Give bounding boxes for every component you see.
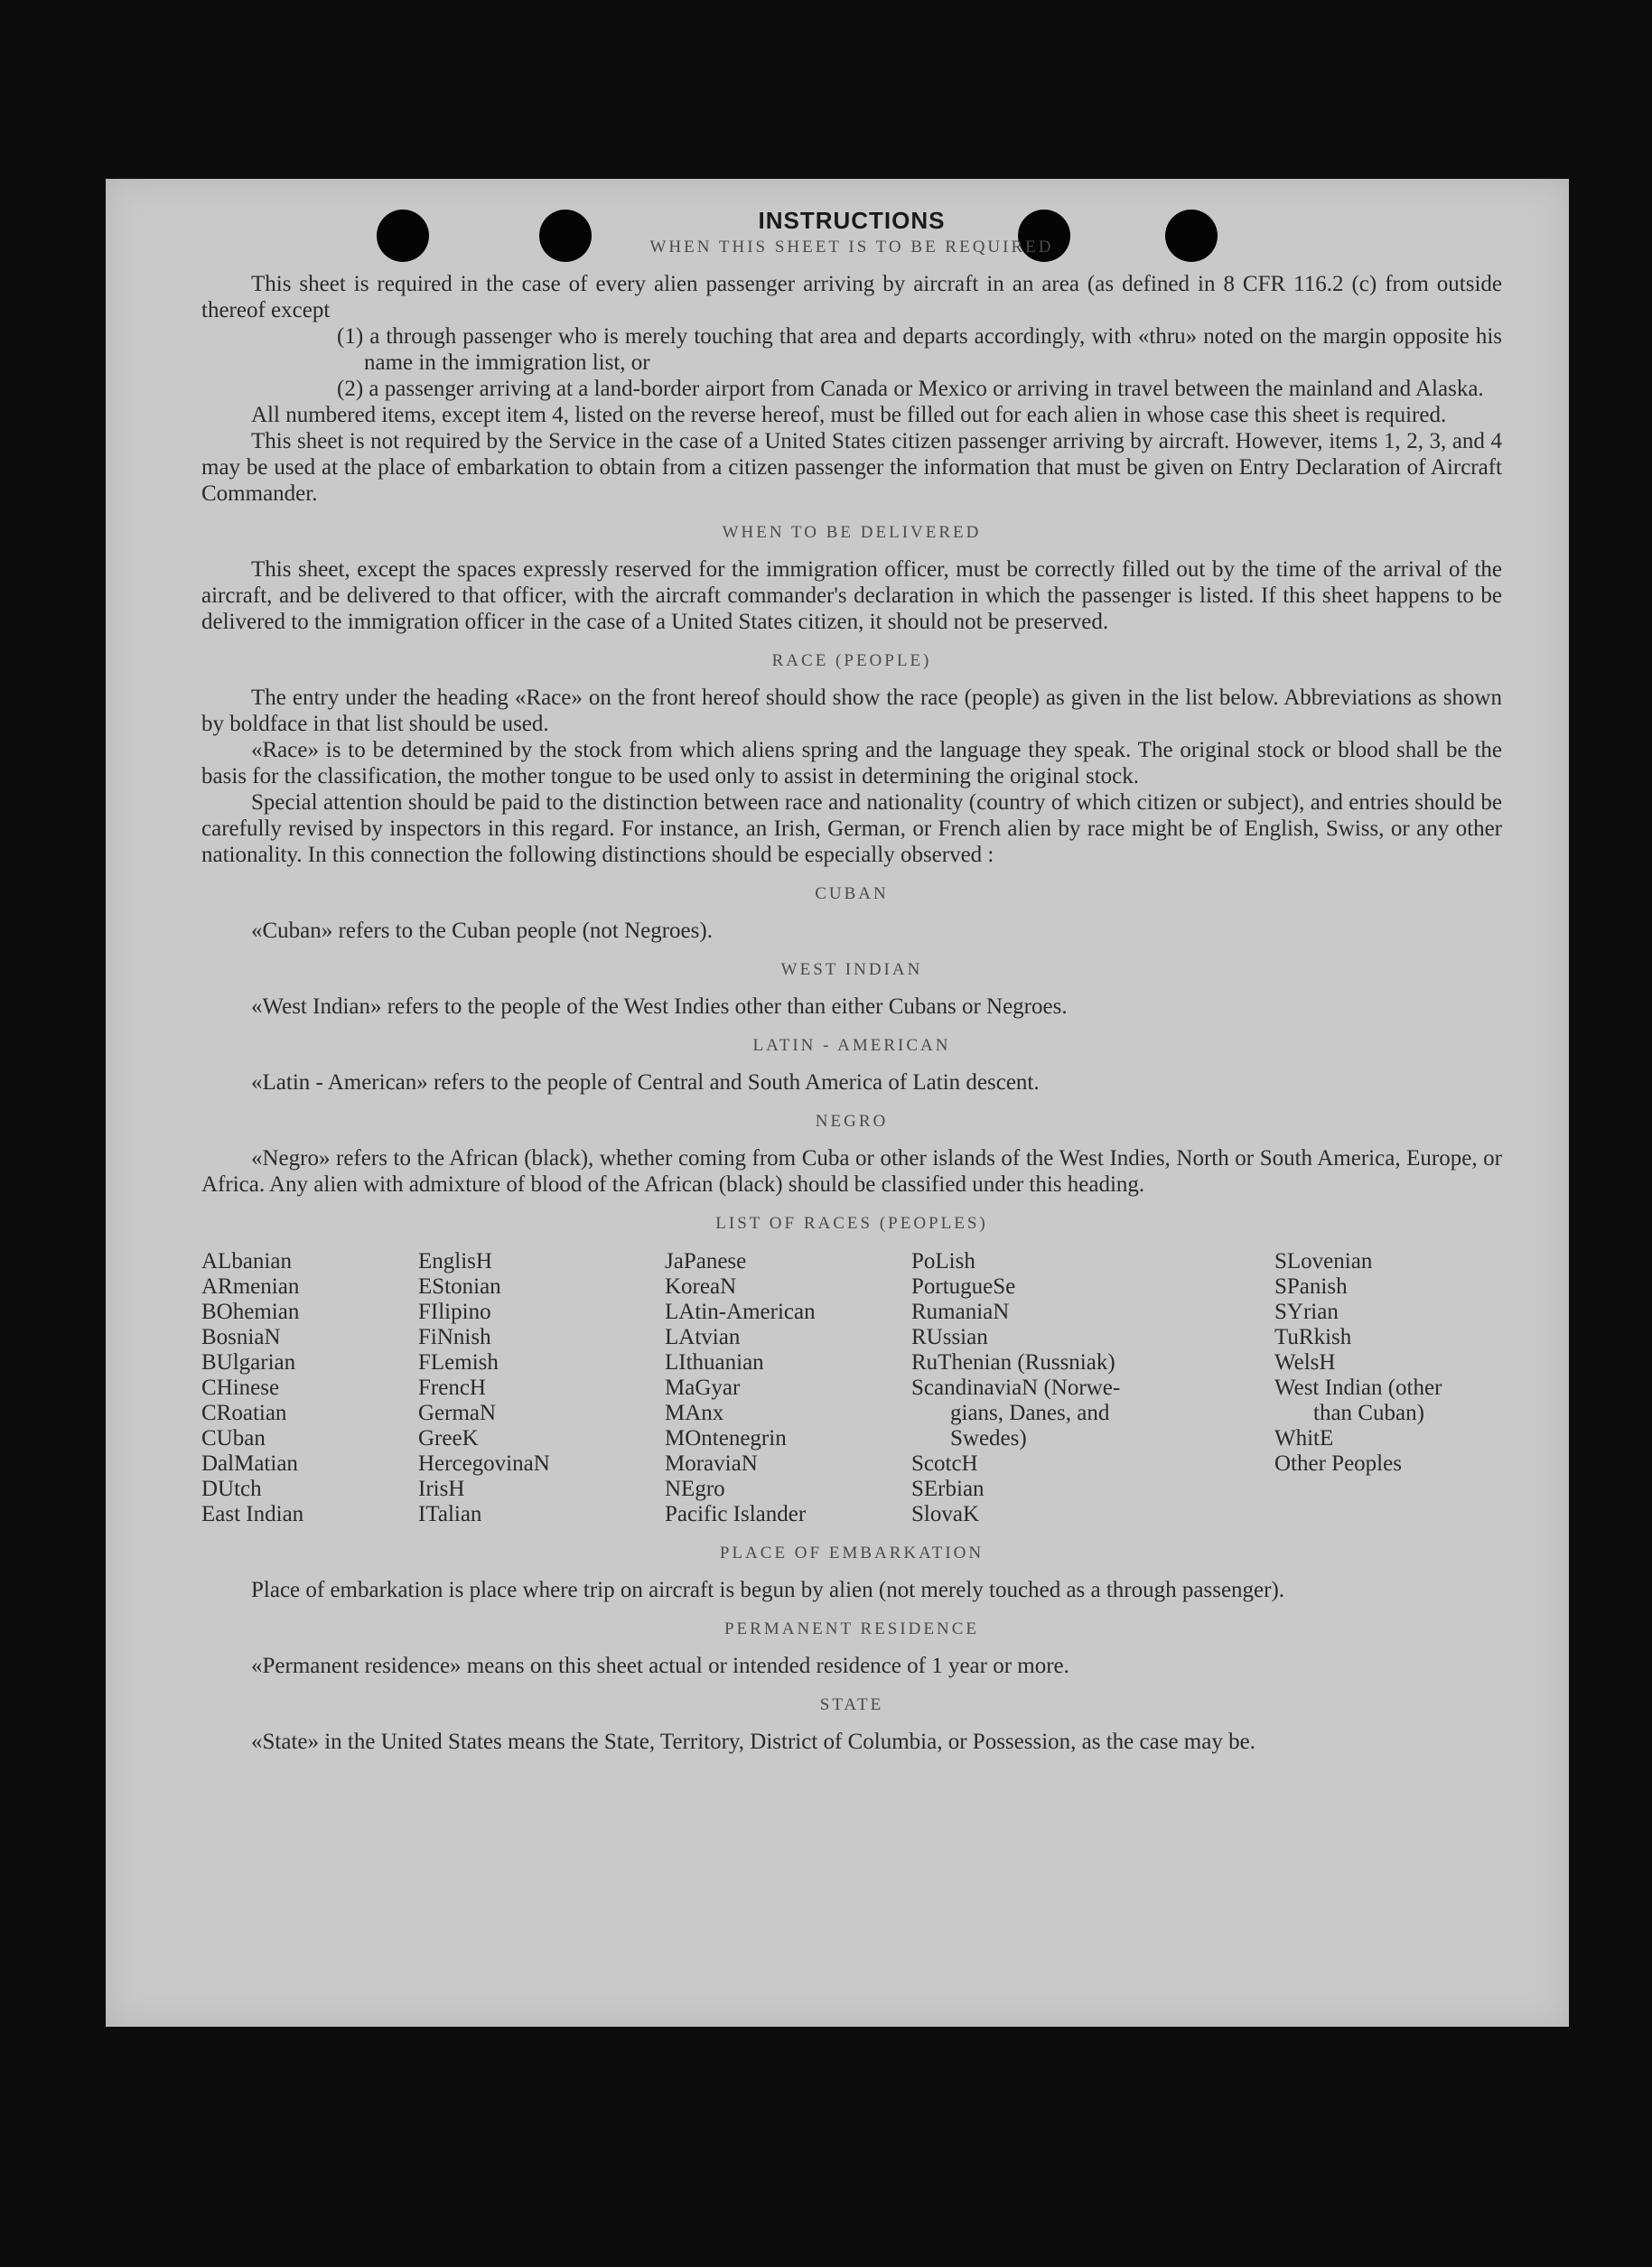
section-heading-latin-american: LATIN - AMERICAN	[752, 1036, 951, 1055]
race-list-item: MAnx	[665, 1401, 724, 1425]
paragraph-west-indian: «West Indian» refers to the people of the West Indies other than either Cubans or Negroes.	[251, 994, 1068, 1019]
race-list-item: Pacific Islander	[665, 1502, 807, 1526]
section-heading-west-indian: WEST INDIAN	[780, 960, 923, 979]
document-body	[201, 208, 1502, 1755]
paragraph-state: «State» in the United States means the State, Territory, District of Columbia, or Possession, as the case may be.	[251, 1730, 1255, 1754]
race-list-item: IrisH	[418, 1477, 465, 1501]
race-list-item: ITalian	[418, 1502, 482, 1526]
section-heading-required: WHEN THIS SHEET IS TO BE REQUIRED	[649, 238, 1054, 257]
race-list-item: FIlipino	[418, 1300, 491, 1324]
race-list-item: WelsH	[1274, 1350, 1336, 1375]
race-list-item: MaGyar	[665, 1376, 741, 1400]
paragraph-citizen: This sheet is not required by the Service in the case of a United States citizen passenger arriving by aircraft. However, items 1, 2, 3, and 4 may be used at the place of embarkation to obtain from a citizen passenger the information that must be given on Entry Declaration of Aircraft Commander.	[201, 429, 1502, 506]
race-list-item: NEgro	[665, 1477, 725, 1501]
race-column-5	[1274, 1249, 1502, 1527]
race-list-item: West Indian (other	[1274, 1376, 1442, 1400]
race-list-item: MoraviaN	[665, 1451, 758, 1476]
race-list-item: SYrian	[1274, 1300, 1339, 1324]
race-list-item: FLemish	[418, 1350, 499, 1375]
race-list-item: PoLish	[911, 1249, 975, 1273]
section-heading-residence: PERMANENT RESIDENCE	[723, 1619, 980, 1638]
section-heading-negro: NEGRO	[815, 1112, 889, 1131]
race-list-item: SLovenian	[1274, 1249, 1373, 1273]
paragraph-residence: «Permanent residence» means on this sheet actual or intended residence of 1 year or more.	[251, 1654, 1069, 1678]
race-column-3	[665, 1249, 911, 1527]
race-list-item: EnglisH	[418, 1249, 492, 1273]
race-list-item: FrencH	[418, 1376, 486, 1400]
section-heading-embarkation: PLACE OF EMBARKATION	[719, 1544, 985, 1563]
race-list-item: gians, Danes, and	[950, 1401, 1110, 1425]
race-list-item: GreeK	[418, 1426, 479, 1451]
section-heading-race-list: LIST OF RACES (PEOPLES)	[715, 1214, 988, 1233]
race-column-4	[911, 1249, 1274, 1527]
race-list-item: EStonian	[418, 1274, 501, 1299]
race-list-item: ScandinaviaN (Norwe-	[911, 1376, 1121, 1400]
section-heading-delivered: WHEN TO BE DELIVERED	[722, 523, 982, 542]
race-list-item: HercegovinaN	[418, 1451, 550, 1476]
race-list-item: RuThenian (Russniak)	[911, 1350, 1115, 1375]
race-column-1	[201, 1249, 418, 1527]
race-list-item: CUban	[201, 1426, 266, 1451]
race-list-item: DalMatian	[201, 1451, 298, 1476]
race-list-item: LIthuanian	[665, 1350, 764, 1375]
race-list-item: LAtin-American	[665, 1300, 816, 1324]
race-list-item: SPanish	[1274, 1274, 1348, 1299]
paragraph-delivered: This sheet, except the spaces expressly reserved for the immigration officer, must be correctly filled out by the time of the arrival of the aircraft, and be delivered to that officer, with the aircraft commander's declaration in which the passenger is listed. If this sheet happens to be delivered to the immigration officer in the case of a United States citizen, it should not be preserved.	[201, 557, 1502, 634]
paragraph-race-1: The entry under the heading «Race» on the front hereof should show the race (people) as given in the list below. Abbreviations as shown by boldface in that list should be used.	[201, 686, 1502, 736]
document-title: INSTRUCTIONS	[758, 207, 946, 234]
paragraph-latin-american: «Latin - American» refers to the people of Central and South America of Latin descent.	[251, 1070, 1040, 1095]
race-list-item: ARmenian	[201, 1274, 300, 1299]
document-sheet	[106, 179, 1569, 2027]
race-list-item: GermaN	[418, 1401, 497, 1425]
section-heading-cuban: CUBAN	[815, 884, 889, 903]
race-list-item: ScotcH	[911, 1451, 978, 1476]
race-list-item: JaPanese	[665, 1249, 747, 1273]
section-heading-state: STATE	[819, 1695, 884, 1714]
race-list-item: BOhemian	[201, 1300, 300, 1324]
race-list-item: FiNnish	[418, 1325, 491, 1349]
race-list-item: BosniaN	[201, 1325, 281, 1349]
race-list-item: RUssian	[911, 1325, 988, 1349]
race-list-item: CRoatian	[201, 1401, 287, 1425]
race-list-item: ALbanian	[201, 1249, 292, 1273]
race-list-item: KoreaN	[665, 1274, 737, 1299]
race-column-2	[418, 1249, 665, 1527]
paragraph-race-3: Special attention should be paid to the distinction between race and nationality (country of which citizen or subject), and entries should be carefully revised by inspectors in this regard. For instance, an Irish, German, or French alien by race might be of English, Swiss, or any other nationality. In this connection the following distinctions should be especially observed :	[201, 790, 1502, 867]
race-list-item: MOntenegrin	[665, 1426, 787, 1451]
section-heading-race: RACE (PEOPLE)	[771, 651, 932, 670]
race-list-item: East Indian	[201, 1502, 304, 1526]
exception-item-2: (2) a passenger arriving at a land-border airport from Canada or Mexico or arriving in travel between the mainland and Alaska.	[337, 377, 1484, 401]
paragraph-race-2: «Race» is to be determined by the stock from which aliens spring and the language they speak. The original stock or blood shall be the basis for the classification, the mother tongue to be used only to assist in determining the original stock.	[201, 738, 1502, 788]
race-list-item: CHinese	[201, 1376, 280, 1400]
paragraph-negro: «Negro» refers to the African (black), whether coming from Cuba or other islands of the West Indies, North or South America, Europe, or Africa. Any alien with admixture of blood of the African (black) should be classified under this heading.	[201, 1146, 1502, 1197]
paragraph-required: This sheet is required in the case of every alien passenger arriving by aircraft in an area (as defined in 8 CFR 116.2 (c) from outside thereof except	[201, 272, 1502, 322]
race-list-item: SlovaK	[911, 1502, 979, 1526]
race-list-item: Other Peoples	[1274, 1451, 1402, 1476]
race-list	[201, 1249, 1502, 1527]
race-list-item: than Cuban)	[1313, 1401, 1424, 1425]
exception-item-1: (1) a through passenger who is merely touching that area and departs accordingly, with «thru» noted on the margin opposite his name in the immigration list, or	[337, 324, 1502, 375]
race-list-item: DUtch	[201, 1477, 262, 1501]
paragraph-embarkation: Place of embarkation is place where trip on aircraft is begun by alien (not merely touched as a through passenger).	[251, 1578, 1285, 1602]
paragraph-cuban: «Cuban» refers to the Cuban people (not Negroes).	[251, 919, 713, 943]
race-list-item: RumaniaN	[911, 1300, 1010, 1324]
race-list-item: PortugueSe	[911, 1274, 1016, 1299]
race-list-item: WhitE	[1274, 1426, 1334, 1451]
paragraph-numbered-items: All numbered items, except item 4, listed on the reverse hereof, must be filled out for each alien in whose case this sheet is required.	[251, 403, 1447, 427]
race-list-item: LAtvian	[665, 1325, 741, 1349]
race-list-item: Swedes)	[950, 1426, 1027, 1451]
race-list-item: BUlgarian	[201, 1350, 296, 1375]
race-list-item: SErbian	[911, 1477, 985, 1501]
race-list-item: TuRkish	[1274, 1325, 1352, 1349]
